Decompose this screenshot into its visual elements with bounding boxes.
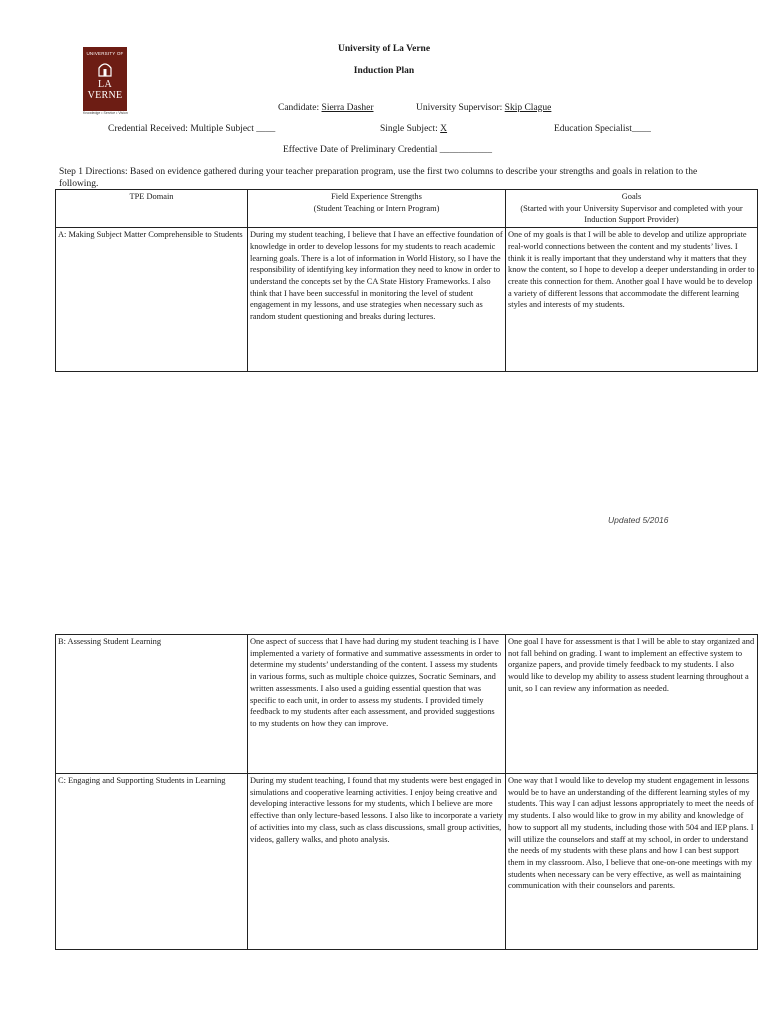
table-header-row [56, 190, 758, 228]
document-title: Induction Plan [353, 66, 415, 76]
updated-date: Updated 5/2016 [608, 515, 669, 525]
header-field-experience-title: Field Experience Strengths [331, 192, 422, 201]
header-field-experience [248, 190, 506, 228]
supervisor-name: Skip Clague [504, 103, 552, 113]
logo-top-text: UNIVERSITY OF [86, 51, 124, 56]
candidate-name: Sierra Dasher [321, 103, 374, 113]
supervisor-label: University Supervisor: [416, 103, 503, 113]
goals-cell: One way that I would like to develop my student engagement in lessons would be to have an understanding of the different learning styles of my students. This way I can adjust lessons appropriately to meet the needs of my students. I also would like to grow in my ability and knowledge of how to support all my students, including those with 504 and IEP plans. I will utilize the counselors and staff at my school, in order to understand the needs of my students with these plans and how I can best support them in my classroom. Also, I believe that one-on-one meetings with my students when necessary can be very effective, as well as maintaining communication with their counselors and parents. [506, 774, 758, 950]
strengths-cell: During my student teaching, I found that my students were best engaged in simulations and cooperative learning activities. I enjoy being creative and developing interactive lessons for my students, which I believe are more effective than only lecture-based lessons. I also like to incorporate a variety of activities into my class, such as class discussions, small group activities, videos, gallery walks, and photo analysis. [248, 774, 506, 950]
candidate-label: Candidate: [278, 103, 320, 113]
header-goals-sub: (Started with your University Supervisor and completed with your Induction Support Provider) [520, 203, 743, 225]
table-row [56, 635, 758, 774]
single-subject-label: Single Subject: [380, 124, 438, 134]
domain-cell: B: Assessing Student Learning [56, 635, 248, 774]
university-title: University of La Verne [337, 44, 431, 54]
domain-cell: A: Making Subject Matter Comprehensible to Students [56, 228, 248, 372]
induction-plan-table-continued [55, 634, 758, 950]
candidate-row [278, 103, 374, 113]
header-goals-title: Goals [621, 192, 642, 201]
university-logo [83, 47, 127, 111]
credential-received-label: Credential Received: [108, 124, 188, 134]
step1-directions: Step 1 Directions: Based on evidence gathered during your teacher preparation program, use the first two columns to describe your strengths and goals in relation to the following. [59, 167, 698, 189]
supervisor-row [416, 103, 551, 113]
education-specialist-label: Education Specialist [554, 124, 632, 134]
single-subject-row [380, 124, 447, 134]
induction-plan-table [55, 189, 758, 372]
credential-received-row [108, 124, 275, 134]
strengths-cell: One aspect of success that I have had during my student teaching is I have implemented a variety of formative and summative assessments in order to determine my students’ understanding of the content. I assess my students in various forms, such as multiple choice quizzes, Socratic Seminars, and written assessments. I also used a guiding essential question that was specific to each unit, in order to assess my students. I provided timely feedback to my students after each assessment, and provided suggestions to my students on how they can improve. [248, 635, 506, 774]
header-field-experience-sub: (Student Teaching or Intern Program) [313, 203, 440, 213]
goals-cell: One goal I have for assessment is that I will be able to stay organized and not fall behind on grading. I want to implement an effective system to organize papers, and provide timely feedback to my students. I also would like to develop my ability to assess student learning throughout a unit, so I can review any information as needed. [506, 635, 758, 774]
strengths-cell: During my student teaching, I believe that I have an effective foundation of knowledge in order to develop lessons for my students to reach academic learning goals. There is a lot of information in World History, so I have the responsibility of identifying key information they need to know in order to understand the concepts set by the CA State History Frameworks. I also think that I have been successful in monitoring the level of student engagement in my lessons, and use strategies when necessary such as random student questioning and breaks during lectures. [248, 228, 506, 372]
effective-date: Effective Date of Preliminary Credential ___________ [283, 145, 493, 155]
domain-cell: C: Engaging and Supporting Students in Learning [56, 774, 248, 950]
single-subject-value: X [440, 124, 448, 134]
table-row [56, 228, 758, 372]
education-specialist-value: ____ [631, 124, 651, 134]
multiple-subject-label: Multiple Subject [190, 124, 254, 134]
table-row [56, 774, 758, 950]
goals-cell: One of my goals is that I will be able to develop and utilize appropriate real-world connections between the content and my students’ lives. I think it is really important that they understand why it matters that they know the content, so I hope to develop a deeper understanding in order to create this connection for them. Another goal I have would be to develop a variety of different lessons that accommodate the different learning styles and interests of my students. [506, 228, 758, 372]
logo-tagline: Knowledge • Service • Vision [83, 111, 128, 115]
logo-bottom-text: LA VERNE [87, 79, 123, 101]
multiple-subject-value: ____ [256, 124, 276, 134]
header-goals [506, 190, 758, 228]
header-tpe-domain: TPE Domain [56, 190, 248, 228]
education-specialist-row [554, 124, 651, 134]
